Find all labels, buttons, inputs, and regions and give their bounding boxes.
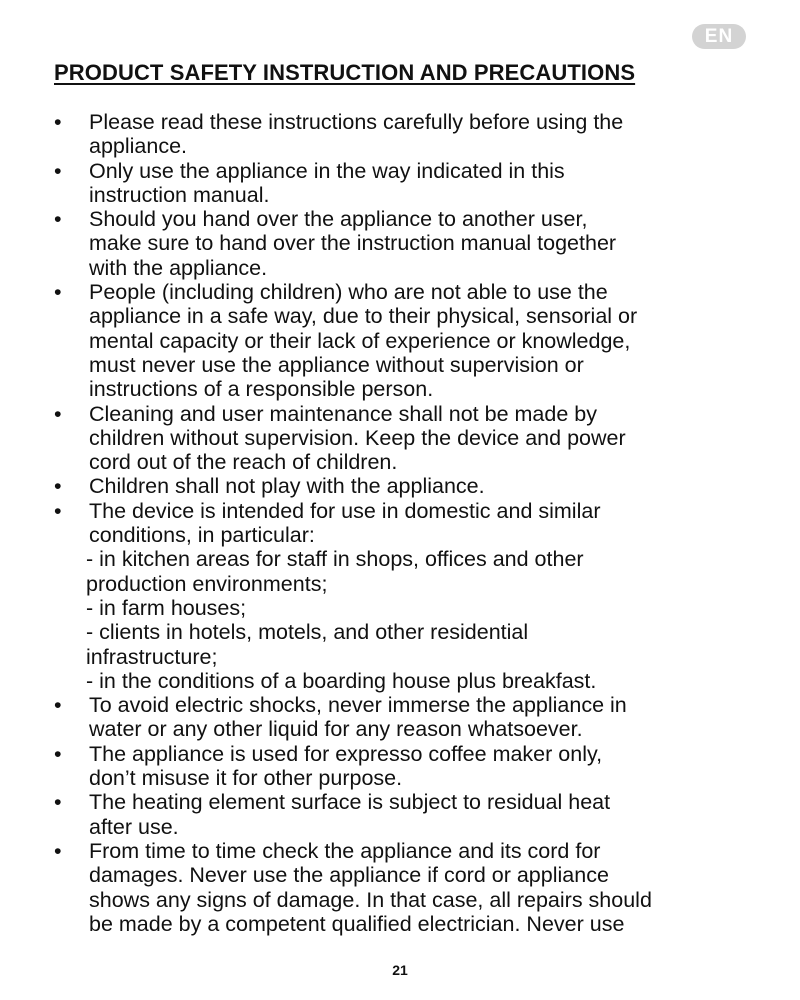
- safety-item-text-line: The device is intended for use in domestic and similar: [89, 498, 601, 523]
- safety-item-text-line: instructions of a responsible person.: [89, 377, 434, 402]
- language-badge: EN: [692, 24, 746, 49]
- safety-item: [54, 474, 754, 498]
- safety-item-text-line: water or any other liquid for any reason whatsoever.: [89, 717, 583, 742]
- safety-item: [54, 402, 754, 475]
- safety-item-text-line: children without supervision. Keep the device and power: [89, 425, 626, 450]
- bullet-icon: •: [54, 280, 62, 305]
- safety-item-text-line: Children shall not play with the appliance.: [89, 474, 485, 499]
- safety-item-text-line: mental capacity or their lack of experience or knowledge,: [89, 328, 631, 353]
- safety-item: [54, 839, 754, 936]
- bullet-icon: •: [54, 207, 62, 232]
- safety-item-text-line: don’t misuse it for other purpose.: [89, 766, 403, 791]
- safety-item: [54, 159, 754, 208]
- safety-item-text-line: shows any signs of damage. In that case, all repairs should: [89, 887, 652, 912]
- safety-item: [54, 693, 754, 742]
- page-title: PRODUCT SAFETY INSTRUCTION AND PRECAUTIONS: [54, 60, 636, 85]
- bullet-icon: •: [54, 498, 62, 523]
- safety-item-subitem-line: - in farm houses;: [86, 595, 247, 620]
- safety-item-text-line: damages. Never use the appliance if cord or appliance: [89, 863, 609, 888]
- safety-item-text-line: From time to time check the appliance and its cord for: [89, 838, 601, 863]
- safety-item-text-line: To avoid electric shocks, never immerse the appliance in: [89, 693, 627, 718]
- safety-item-subitem-line: - in kitchen areas for staff in shops, offices and other: [86, 547, 584, 572]
- safety-item-text-line: with the appliance.: [89, 255, 268, 280]
- bullet-icon: •: [54, 838, 62, 863]
- safety-item-subitem-line: production environments;: [86, 571, 328, 596]
- safety-item-text-line: be made by a competent qualified electrician. Never use: [89, 911, 625, 936]
- bullet-icon: •: [54, 741, 62, 766]
- safety-item-text-line: make sure to hand over the instruction manual together: [89, 231, 617, 256]
- safety-item-text-line: Cleaning and user maintenance shall not be made by: [89, 401, 597, 426]
- bullet-icon: •: [54, 401, 62, 426]
- safety-item-text-line: The appliance is used for expresso coffee maker only,: [89, 741, 603, 766]
- safety-item-subitem-line: infrastructure;: [86, 644, 218, 669]
- safety-item-text-line: cord out of the reach of children.: [89, 450, 398, 475]
- safety-item-text-line: appliance in a safe way, due to their physical, sensorial or: [89, 304, 638, 329]
- safety-item-text-line: instruction manual.: [89, 182, 270, 207]
- safety-item-text-line: must never use the appliance without supervision or: [89, 352, 584, 377]
- safety-item: [54, 110, 754, 159]
- safety-item-text-line: after use.: [89, 814, 179, 839]
- safety-item: [54, 790, 754, 839]
- safety-item-text-line: Only use the appliance in the way indicated in this: [89, 158, 565, 183]
- safety-instructions-list: [54, 110, 754, 936]
- page-number: 21: [392, 962, 408, 978]
- safety-item: [54, 207, 754, 280]
- safety-item-subitem-line: - clients in hotels, motels, and other residential: [86, 620, 529, 645]
- bullet-icon: •: [54, 790, 62, 815]
- safety-item: [54, 280, 754, 401]
- safety-item: [54, 499, 754, 693]
- bullet-icon: •: [54, 474, 62, 499]
- safety-item-text-line: The heating element surface is subject to residual heat: [89, 790, 611, 815]
- bullet-icon: •: [54, 693, 62, 718]
- bullet-icon: •: [54, 158, 62, 183]
- safety-item-text-line: conditions, in particular:: [89, 523, 315, 548]
- safety-item-subitem-line: - in the conditions of a boarding house plus breakfast.: [86, 668, 597, 693]
- safety-item-text-line: appliance.: [89, 134, 188, 159]
- safety-item-text-line: People (including children) who are not able to use the: [89, 280, 608, 305]
- bullet-icon: •: [54, 110, 62, 134]
- safety-item-text-line: Please read these instructions carefully before using the: [89, 110, 624, 134]
- safety-item-text-line: Should you hand over the appliance to another user,: [89, 207, 588, 232]
- safety-item: [54, 742, 754, 791]
